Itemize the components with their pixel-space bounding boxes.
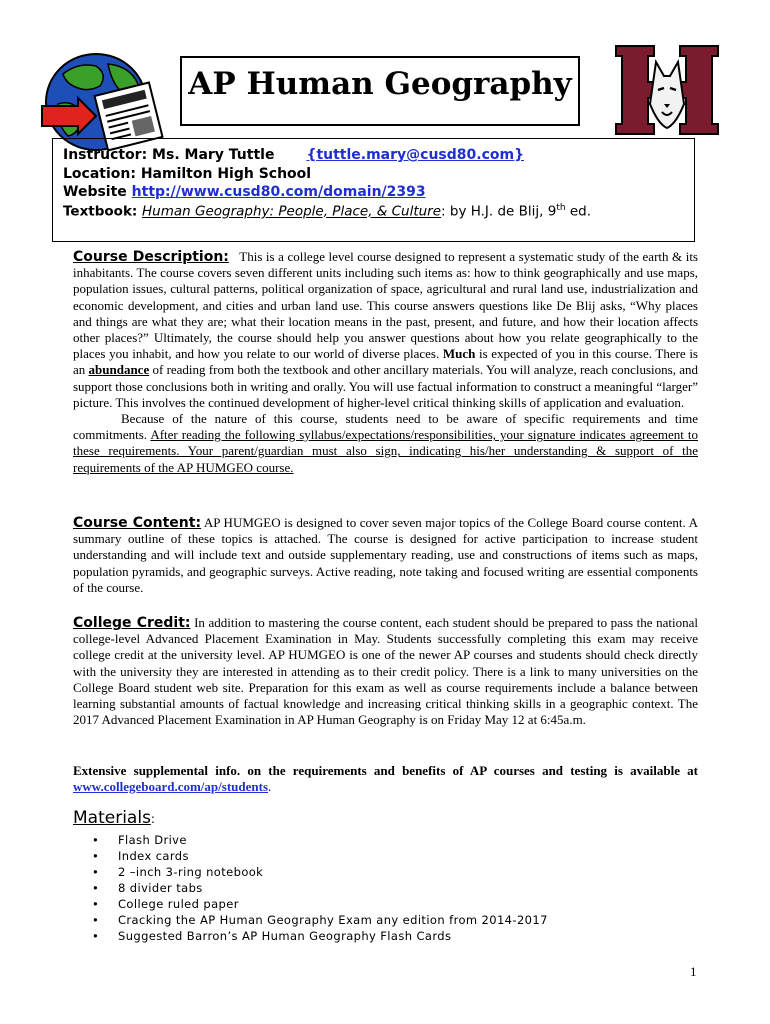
supplemental-end: . <box>268 779 272 795</box>
page-number: 1 <box>690 964 697 979</box>
college-credit-heading: College Credit: <box>73 615 191 631</box>
signature-agreement-text: After reading the following syllabus/expectations/responsibilities, your signature indicates agreement to these requirements. Your parent/guardian must also sign, indicating his/her understanding & support of the requirements of the AP HUMGEO course. <box>73 427 698 475</box>
course-description-text-2: is expected of you in this course. There is an <box>73 346 698 378</box>
list-item: • 8 divider tabs <box>92 881 203 895</box>
much-emphasis: Much <box>442 346 476 362</box>
course-content-text: AP HUMGEO is designed to cover seven major topics of the College Board course content. A summary outline of these topics is attached. The course is designed for active participation to increase student understanding and will include text and outside supplementary reading, use and constructions of items such as maps, population pyramids, and geographic surveys. Active reading, note taking and focused writing are essential components of the course. <box>73 515 698 595</box>
collegeboard-link[interactable]: www.collegeboard.com/ap/students <box>73 779 268 795</box>
materials-colon: : <box>150 812 155 826</box>
material-item-text: College ruled paper <box>118 897 239 911</box>
website-label: Website <box>63 184 127 200</box>
materials-heading <box>73 808 155 828</box>
supplemental-text: Extensive supplemental info. on the requirements and benefits of AP courses and testing is available at <box>73 763 698 778</box>
textbook-author: : by H.J. de Blij, 9 <box>441 203 557 220</box>
textbook-title: Human Geography: People, Place, & Culture <box>142 203 442 220</box>
requirements-text: Because of the nature of this course, students need to be aware of specific requirements and time commitments. <box>73 411 698 443</box>
textbook-label: Textbook: <box>63 203 138 220</box>
material-item-text: 8 divider tabs <box>118 881 203 895</box>
textbook-edition: ed. <box>565 203 592 220</box>
college-credit-text: In addition to mastering the course content, each student should be prepared to pass the national college-level Advanced Placement Examination in May. Students successfully completing this exam may receive college credit at the university level. AP HUMGEO is one of the newer AP courses and students should check directly with the university they are interested in attending as to their credit policy. There is a link to many universities on the College Board student web site. Preparation for this exam as well as course requirements include a balance between learning substantial amounts of factual knowledge and increasing critical thinking skills in a geographic context. The 2017 Advanced Placement Examination in AP Human Geography is on Friday May 12 at 6:45a.m. <box>73 615 698 728</box>
course-info-box <box>52 138 695 242</box>
course-description-heading: Course Description: <box>73 249 229 265</box>
requirements-paragraph <box>73 411 698 476</box>
course-content-heading: Course Content: <box>73 515 202 531</box>
material-item-text: Index cards <box>118 849 189 863</box>
college-credit-section <box>73 615 698 728</box>
location-line: Location: Hamilton High School <box>63 166 312 182</box>
supplemental-info <box>73 763 698 795</box>
material-item-text: 2 –inch 3-ring notebook <box>118 865 264 879</box>
material-item-text: Suggested Barron’s AP Human Geography Flash Cards <box>118 929 452 943</box>
textbook-line <box>63 203 591 220</box>
materials-list <box>92 832 548 944</box>
course-description-section <box>73 249 698 476</box>
list-item: • Cracking the AP Human Geography Exam any edition from 2014-2017 <box>92 913 548 927</box>
list-item: • Suggested Barron’s AP Human Geography Flash Cards <box>92 929 452 943</box>
list-item: • 2 –inch 3-ring notebook <box>92 865 264 879</box>
material-item-text: Cracking the AP Human Geography Exam any edition from 2014-2017 <box>118 913 548 927</box>
instructor-email-link[interactable]: tuttle.mary@cusd80.com <box>316 147 515 163</box>
list-item: • Flash Drive <box>92 833 187 847</box>
course-description-text-3: of reading from both the textbook and other ancillary materials. You will analyze, reach conclusions, and support those conclusions both in writing and orally. You will use factual information to construct a meaningful “larger” picture. This involves the continued development of higher-level critical thinking skills of application and evaluation. <box>73 362 698 410</box>
instructor-label: Instructor: Ms. Mary Tuttle <box>63 147 275 163</box>
page-title: AP Human Geography <box>188 66 572 102</box>
website-line <box>63 184 426 200</box>
website-link[interactable]: http://www.cusd80.com/domain/2393 <box>131 184 426 200</box>
textbook-edition-sup: th <box>556 203 566 213</box>
husky-h-logo-icon <box>614 44 720 136</box>
list-item: • Index cards <box>92 849 189 863</box>
title-box <box>180 56 580 126</box>
course-description-text: This is a college level course designed to represent a systematic study of the earth & its inhabitants. The course covers seven different units including such items as: how to think geographically and use maps, population issues, cultural patterns, political organization of space, agricultural and rural land use, industrialization and economic development, and cities and urban land use. This course answers questions like De Blij asks, “Why places and things are what they are; what their location means in the past, present, and future, and how their location affects other places?” Ultimately, the course should help you answer questions about how you relate geographically to the places you inhabit, and how you relate to our world of diverse places. <box>73 249 698 362</box>
materials-heading-text: Materials <box>73 808 151 828</box>
list-item: • College ruled paper <box>92 897 239 911</box>
instructor-line: Instructor: Ms. Mary Tuttle {tuttle.mary@cusd80.com} <box>63 147 525 163</box>
abundance-emphasis: abundance <box>88 362 150 378</box>
material-item-text: Flash Drive <box>118 833 187 847</box>
course-content-section <box>73 515 698 596</box>
